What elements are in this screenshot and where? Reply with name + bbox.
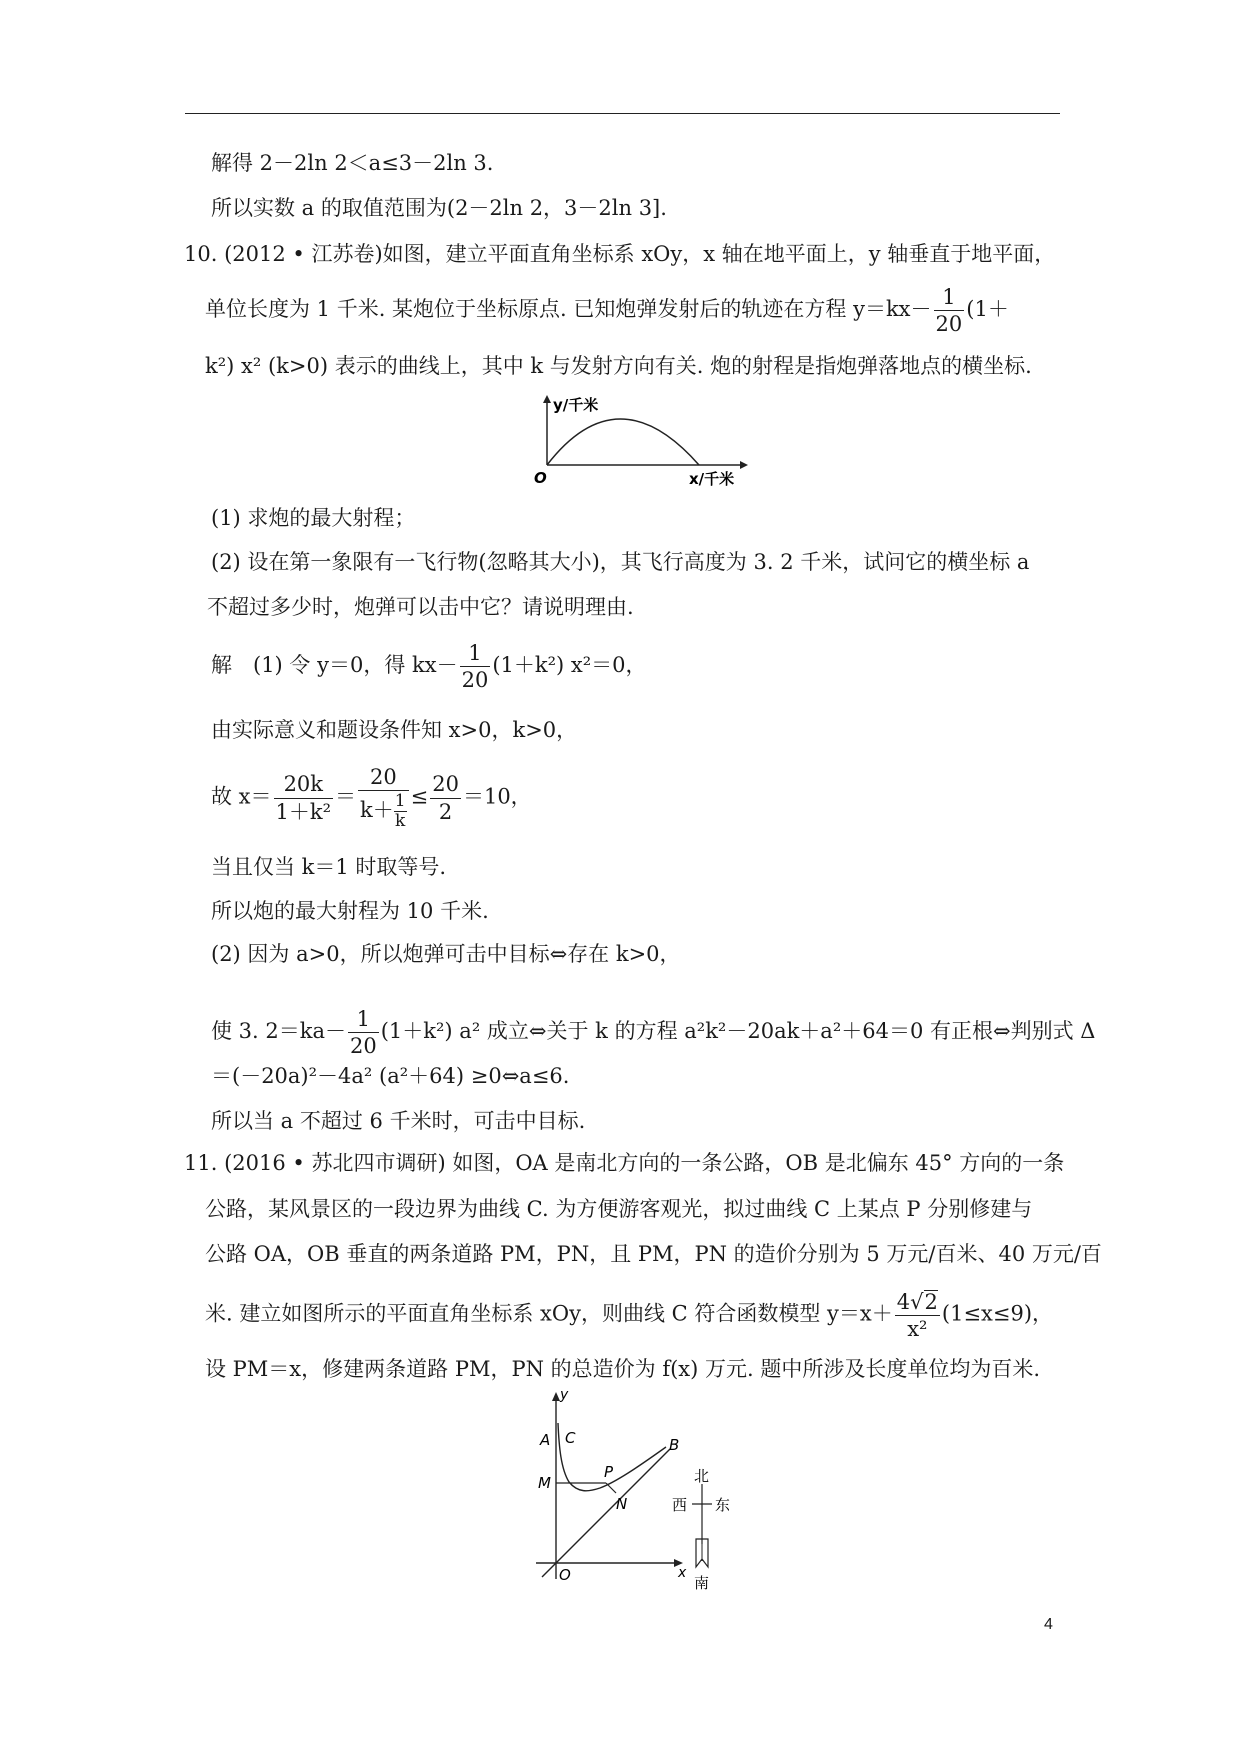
text-span: (1＋k²) x²＝0， [492, 653, 647, 678]
problem-10-statement-line2 [205, 286, 1009, 335]
fraction [394, 793, 407, 830]
text-line: (2) 因为 a>0，所以炮弹可击中目标⇔存在 k>0， [211, 942, 681, 966]
text-span: 米. 建立如图所示的平面直角坐标系 xOy，则曲线 C 符合函数模型 y＝x＋ [205, 1301, 893, 1326]
denominator: 2 [438, 799, 453, 824]
y-axis-label: y/千米 [553, 396, 599, 414]
compass-east: 东 [715, 1496, 731, 1514]
text-span: ≤ [410, 784, 429, 809]
road-pn [606, 1483, 616, 1493]
y-axis-arrow-icon [552, 1392, 560, 1401]
page-number: 4 [1044, 1616, 1053, 1633]
curve-c-label: C [565, 1429, 576, 1447]
text-span: (1＋k²) a² 成立⇔关于 k 的方程 a²k²－20ak＋a²＋64＝0 有正根⇔判别式 Δ [380, 1019, 1096, 1044]
question-part-2: (2) 设在第一象限有一飞行物(忽略其大小)，其飞行高度为 3. 2 千米，试问它的横坐标 a [211, 550, 1030, 574]
road-diagram [528, 1389, 760, 1596]
text-span: 单位长度为 1 千米. 某炮位于坐标原点. 已知炮弹发射后的轨迹在方程 y＝kx－ [205, 297, 932, 322]
text-span: (1≤x≤9)， [941, 1301, 1054, 1326]
question-part-1: (1) 求炮的最大射程； [211, 506, 416, 530]
fraction [430, 773, 461, 822]
text-line: 公路，某风景区的一段边界为曲线 C. 为方便游客观光，拟过曲线 C 上某点 P 分别修建与 [205, 1197, 1033, 1221]
problem-11-statement: 11. (2016 • 苏北四市调研) 如图，OA 是南北方向的一条公路，OB 是北偏东 45° 方向的一条 [184, 1151, 1065, 1175]
text-line: 由实际意义和题设条件知 x>0，k>0， [211, 718, 578, 742]
x-axis-arrow-icon [740, 461, 748, 469]
fraction [348, 1008, 379, 1057]
fraction [274, 773, 334, 822]
text-line: 解得 2－2ln 2＜a≤3－2ln 3. [211, 151, 494, 175]
point-n-label: N [616, 1495, 628, 1513]
fraction [895, 1290, 940, 1340]
y-axis-label: y [560, 1389, 569, 1403]
origin-label: O [534, 469, 547, 487]
numerator: 1 [348, 1008, 379, 1033]
problem-10-statement: 10. (2012 • 江苏卷)如图，建立平面直角坐标系 xOy，x 轴在地平面上，y 轴垂直于地平面， [184, 242, 1056, 266]
denominator: 20 [350, 1034, 377, 1059]
compass-north: 北 [694, 1467, 710, 1485]
problem-11-model-line [205, 1290, 1053, 1340]
text-line: 设 PM＝x，修建两条道路 PM，PN 的总造价为 f(x) 万元. 题中所涉及长度单位均为百米. [205, 1357, 1041, 1381]
numerator: 20k [274, 773, 334, 798]
denominator [358, 791, 409, 830]
solution-line-7 [211, 1008, 1095, 1057]
text-span: (1＋ [966, 297, 1009, 322]
text-line: 所以实数 a 的取值范围为(2－2ln 2，3－2ln 3]. [211, 196, 667, 220]
y-axis-arrow-icon [543, 395, 551, 403]
text-span: 4 [896, 1290, 911, 1314]
text-line: 所以当 a 不超过 6 千米时，可击中目标. [211, 1109, 586, 1133]
text-span: ＝10， [462, 784, 532, 809]
solution-line-3: 故 x＝ $\frac{20k}{\text{1＋k²}}$ ＝ 20 k＋ $\frac{1}{k}$ ≤ $\frac{20}{2}$ ＝10， [211, 765, 532, 832]
fraction [934, 286, 965, 335]
point-b-label: B [669, 1436, 680, 1454]
trajectory-curve [547, 419, 699, 465]
numerator: 1 [934, 286, 965, 311]
text-span: 解 (1) 令 y＝0，得 kx－ [211, 653, 458, 678]
denominator: 20 [461, 668, 489, 693]
x-axis-label: x/千米 [689, 470, 735, 488]
numerator: 20 [430, 773, 461, 798]
sqrt-icon: √ [910, 1290, 924, 1314]
numerator: 1 [460, 642, 491, 667]
compass-south: 南 [694, 1574, 710, 1592]
denominator: x² [907, 1317, 928, 1342]
radicand: 2 [924, 1290, 938, 1314]
text-span: 故 x＝ [211, 784, 272, 809]
header-rule [185, 113, 1060, 114]
denominator: 20 [935, 312, 963, 337]
trajectory-figure [520, 393, 750, 489]
origin-label: O [559, 1566, 571, 1584]
text-span: 使 3. 2＝ka－ [211, 1019, 346, 1044]
numerator [895, 1290, 940, 1316]
text-span: k＋ [360, 798, 394, 823]
numerator: 1 [394, 791, 406, 812]
text-line: ＝(－20a)²－4a² (a²＋64) ≥0⇔a≤6. [211, 1064, 570, 1088]
x-axis-label: x [678, 1565, 687, 1581]
fraction [460, 642, 491, 691]
point-a-label: A [540, 1431, 551, 1449]
text-line: 当且仅当 k＝1 时取等号. [211, 855, 447, 879]
solution-line-1 [211, 642, 647, 691]
denominator: 1＋k² [275, 799, 332, 824]
numerator: 20 [358, 766, 409, 791]
fraction [358, 766, 409, 830]
text-line: 公路 OA，OB 垂直的两条道路 PM，PN，且 PM，PN 的造价分别为 5 万元/百米、40 万元/百 [205, 1242, 1102, 1266]
text-line: k²) x² (k>0) 表示的曲线上，其中 k 与发射方向有关. 炮的射程是指炮弹落地点的横坐标. [205, 354, 1032, 378]
text-line: 所以炮的最大射程为 10 千米. [211, 899, 489, 923]
point-p-label: P [604, 1463, 614, 1481]
compass-west: 西 [672, 1496, 688, 1514]
denominator: k [395, 811, 406, 832]
point-m-label: M [538, 1474, 551, 1492]
text-line: 不超过多少时，炮弹可以击中它？请说明理由. [207, 595, 634, 619]
